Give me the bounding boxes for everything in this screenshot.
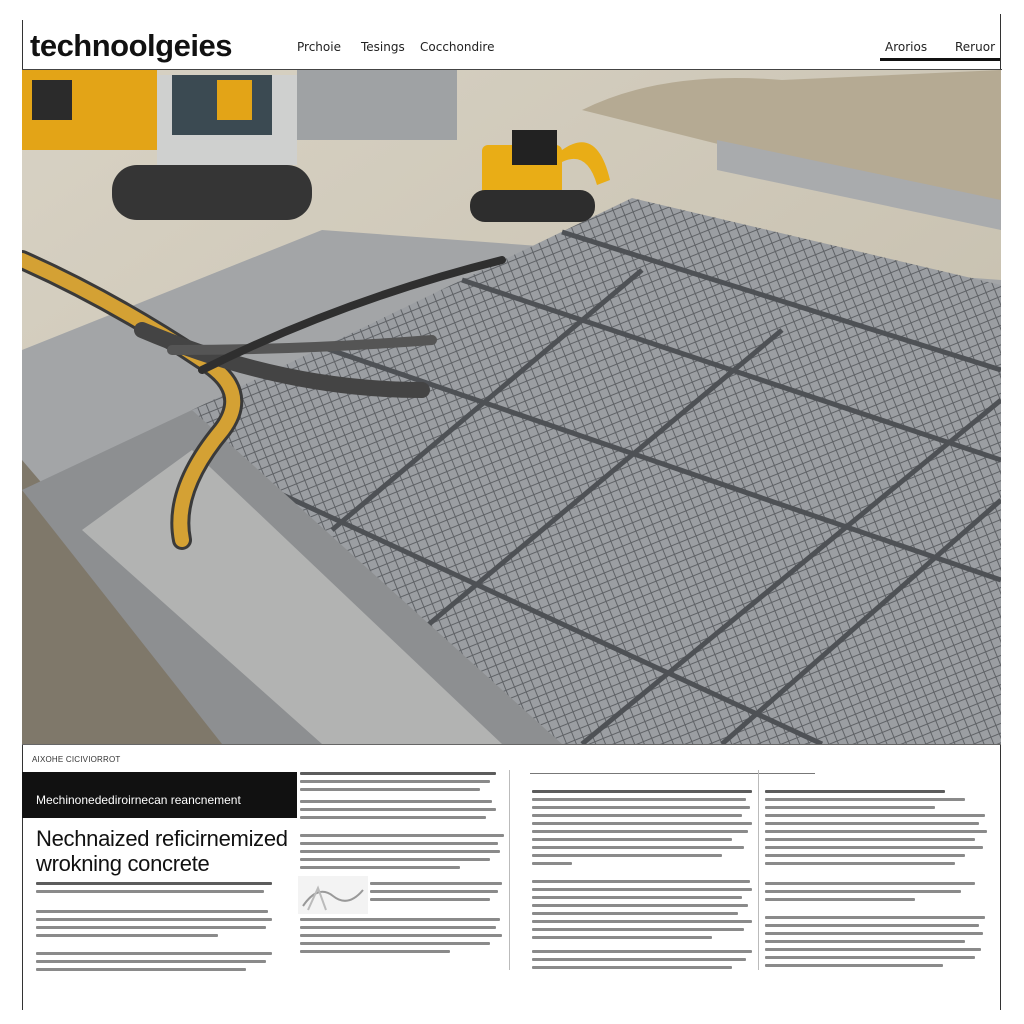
section-banner <box>22 772 297 818</box>
site-logo[interactable]: technoolgeies <box>30 28 232 63</box>
body-paragraph <box>532 790 754 870</box>
body-paragraph <box>370 882 505 906</box>
headline-line-1: Nechnaized reficirnemized <box>36 826 288 851</box>
headline-line-2: wrokning concrete <box>36 851 210 876</box>
body-paragraph <box>300 772 500 796</box>
body-paragraph <box>36 882 274 898</box>
body-paragraph <box>765 790 990 814</box>
nav-link-prchoie[interactable]: Prchoie <box>297 40 341 54</box>
column-divider <box>509 770 510 970</box>
hero-image <box>22 70 1001 744</box>
nav-active-indicator <box>880 58 1000 61</box>
body-paragraph <box>532 880 754 944</box>
column-divider <box>758 770 759 970</box>
body-paragraph <box>300 800 500 824</box>
article-headline <box>36 826 306 876</box>
hero-divider <box>22 744 1001 745</box>
body-paragraph <box>36 952 274 976</box>
nav-link-arorios[interactable]: Arorios <box>885 40 928 54</box>
site-header <box>22 14 1002 70</box>
nav-link-cocchondire[interactable]: Cocchondire <box>420 40 495 54</box>
body-paragraph <box>765 916 990 972</box>
body-paragraph <box>765 882 990 906</box>
article-kicker: AIXOHE CICIVIORROT <box>32 755 121 764</box>
body-paragraph <box>300 918 505 958</box>
section-title: Mechinonedediroirnecan reancnement <box>36 793 241 807</box>
nav-link-reruor[interactable]: Reruor <box>955 40 995 54</box>
body-paragraph <box>532 950 754 974</box>
column-rule <box>530 773 815 774</box>
body-paragraph <box>36 910 274 942</box>
nav-link-tesings[interactable]: Tesings <box>361 40 405 54</box>
body-paragraph <box>765 814 990 870</box>
body-paragraph <box>300 834 505 874</box>
inline-figure <box>298 876 368 914</box>
